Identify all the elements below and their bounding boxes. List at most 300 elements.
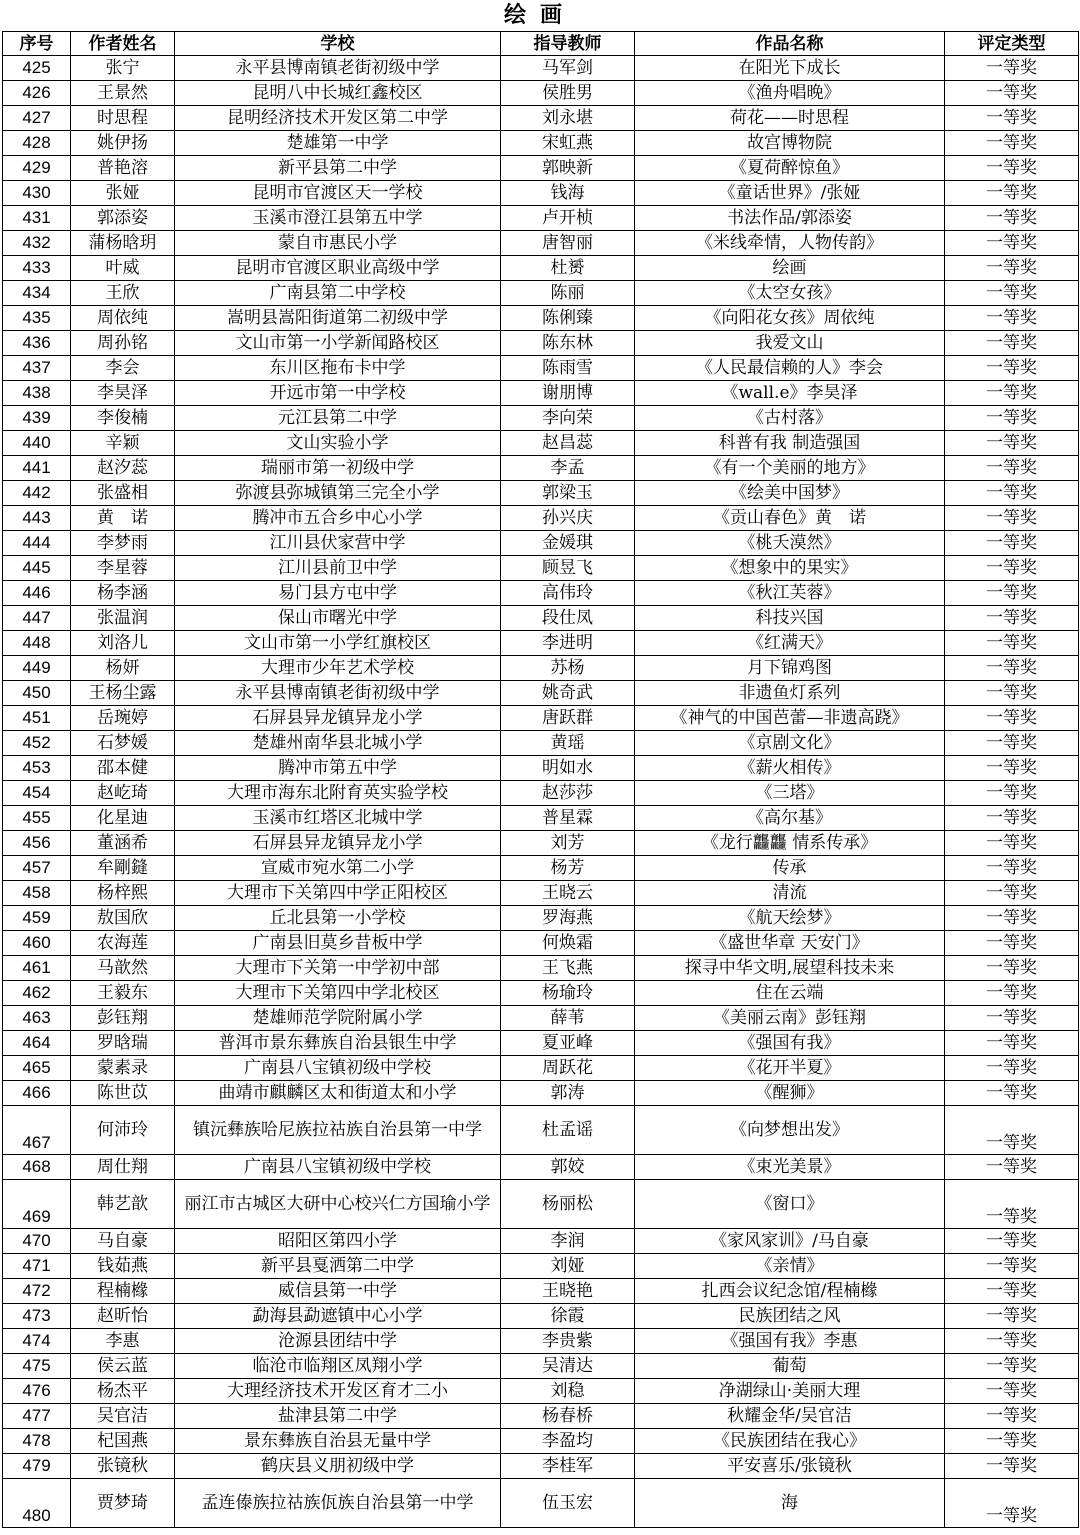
teacher-name: 刘永堪 [501,106,635,131]
table-row [3,806,1079,831]
school-name: 临沧市临翔区凤翔小学 [175,1354,501,1379]
row-number: 462 [3,981,71,1006]
school-name: 大理市下关第一中学初中部 [175,956,501,981]
award-grade: 一等奖 [945,506,1079,531]
row-number: 430 [3,181,71,206]
school-name: 丘北县第一小学校 [175,906,501,931]
author-name: 敖国欣 [71,906,175,931]
table-row [3,681,1079,706]
award-grade: 一等奖 [945,1081,1079,1106]
table-row [3,1006,1079,1031]
award-grade: 一等奖 [945,681,1079,706]
work-title: 绘画 [635,256,945,281]
teacher-name: 徐霞 [501,1304,635,1329]
row-number: 452 [3,731,71,756]
author-name: 罗晗瑞 [71,1031,175,1056]
school-name: 景东彝族自治县无量中学 [175,1429,501,1454]
work-title: 《京剧文化》 [635,731,945,756]
award-grade: 一等奖 [945,1155,1079,1180]
teacher-name: 唐智丽 [501,231,635,256]
school-name: 普洱市景东彝族自治县银生中学 [175,1031,501,1056]
award-grade: 一等奖 [945,856,1079,881]
teacher-name: 金媛琪 [501,531,635,556]
author-name: 程楠橼 [71,1279,175,1304]
row-number: 480 [3,1479,71,1528]
row-number: 432 [3,231,71,256]
award-grade: 一等奖 [945,1180,1079,1229]
teacher-name: 李向荣 [501,406,635,431]
author-name: 杨李涵 [71,581,175,606]
work-title: 在阳光下成长 [635,56,945,81]
award-grade: 一等奖 [945,831,1079,856]
author-name: 杨妍 [71,656,175,681]
teacher-name: 李贵紫 [501,1329,635,1354]
table-row [3,481,1079,506]
table-row [3,331,1079,356]
table-row [3,906,1079,931]
school-name: 文山市第一小学新闻路校区 [175,331,501,356]
work-title: 《强国有我》李惠 [635,1329,945,1354]
school-name: 江川县伏家营中学 [175,531,501,556]
teacher-name: 赵昌蕊 [501,431,635,456]
author-name: 杨梓熙 [71,881,175,906]
school-name: 勐海县勐遮镇中心小学 [175,1304,501,1329]
work-title: 《有一个美丽的地方》 [635,456,945,481]
work-title: 《薪火相传》 [635,756,945,781]
table-row [3,1155,1079,1180]
table-row [3,506,1079,531]
work-title: 《亲情》 [635,1254,945,1279]
teacher-name: 陈俐臻 [501,306,635,331]
school-name: 大理市下关第四中学正阳校区 [175,881,501,906]
teacher-name: 赵莎莎 [501,781,635,806]
author-name: 李会 [71,356,175,381]
author-name: 李星蓉 [71,556,175,581]
school-name: 孟连傣族拉祜族佤族自治县第一中学 [175,1479,501,1528]
row-number: 448 [3,631,71,656]
school-name: 楚雄州南华县北城小学 [175,731,501,756]
author-name: 蒲杨晗玥 [71,231,175,256]
header-school: 学校 [175,32,501,56]
row-number: 433 [3,256,71,281]
school-name: 昆明八中长城红鑫校区 [175,81,501,106]
row-number: 472 [3,1279,71,1304]
work-title: 《民族团结在我心》 [635,1429,945,1454]
author-name: 张宁 [71,56,175,81]
row-number: 455 [3,806,71,831]
teacher-name: 李进明 [501,631,635,656]
school-name: 昭阳区第四小学 [175,1229,501,1254]
award-grade: 一等奖 [945,1279,1079,1304]
award-grade: 一等奖 [945,206,1079,231]
award-grade: 一等奖 [945,756,1079,781]
award-grade: 一等奖 [945,281,1079,306]
teacher-name: 孙兴庆 [501,506,635,531]
table-row [3,1454,1079,1479]
work-title: 《强国有我》 [635,1031,945,1056]
work-title: 《醒狮》 [635,1081,945,1106]
table-row [3,1404,1079,1429]
header-grade: 评定类型 [945,32,1079,56]
table-row [3,256,1079,281]
award-grade: 一等奖 [945,931,1079,956]
work-title: 《向梦想出发》 [635,1106,945,1155]
school-name: 大理经济技术开发区育才二小 [175,1379,501,1404]
teacher-name: 何焕霜 [501,931,635,956]
award-grade: 一等奖 [945,781,1079,806]
work-title: 科技兴国 [635,606,945,631]
school-name: 文山市第一小学红旗校区 [175,631,501,656]
work-title: 荷花——时思程 [635,106,945,131]
row-number: 456 [3,831,71,856]
row-number: 460 [3,931,71,956]
teacher-name: 刘芳 [501,831,635,856]
author-name: 王景然 [71,81,175,106]
teacher-name: 卢开桢 [501,206,635,231]
work-title: 故宫博物院 [635,131,945,156]
work-title: 《红满天》 [635,631,945,656]
award-grade: 一等奖 [945,806,1079,831]
award-grade: 一等奖 [945,906,1079,931]
table-row [3,881,1079,906]
teacher-name: 王晓云 [501,881,635,906]
author-name: 郭添姿 [71,206,175,231]
award-grade: 一等奖 [945,1354,1079,1379]
teacher-name: 杨丽松 [501,1180,635,1229]
teacher-name: 李润 [501,1229,635,1254]
row-number: 439 [3,406,71,431]
row-number: 428 [3,131,71,156]
teacher-name: 苏杨 [501,656,635,681]
work-title: 扎西会议纪念馆/程楠橼 [635,1279,945,1304]
award-grade: 一等奖 [945,306,1079,331]
author-name: 牟剛鏠 [71,856,175,881]
row-number: 447 [3,606,71,631]
work-title: 住在云端 [635,981,945,1006]
work-title: 《家风家训》/马自豪 [635,1229,945,1254]
teacher-name: 明如水 [501,756,635,781]
author-name: 赵昕怡 [71,1304,175,1329]
award-grade: 一等奖 [945,656,1079,681]
work-title: 秋耀金华/吴官洁 [635,1404,945,1429]
teacher-name: 薛苇 [501,1006,635,1031]
row-number: 468 [3,1155,71,1180]
table-row [3,356,1079,381]
school-name: 广南县旧莫乡昔板中学 [175,931,501,956]
table-row [3,1254,1079,1279]
row-number: 438 [3,381,71,406]
school-name: 昆明市官渡区职业高级中学 [175,256,501,281]
award-grade: 一等奖 [945,1404,1079,1429]
school-name: 瑞丽市第一初级中学 [175,456,501,481]
author-name: 周仕翔 [71,1155,175,1180]
row-number: 479 [3,1454,71,1479]
header-no: 序号 [3,32,71,56]
award-grade: 一等奖 [945,256,1079,281]
table-row [3,756,1079,781]
teacher-name: 郭涛 [501,1081,635,1106]
work-title: 《太空女孩》 [635,281,945,306]
row-number: 453 [3,756,71,781]
row-number: 441 [3,456,71,481]
teacher-name: 杜赟 [501,256,635,281]
table-row [3,606,1079,631]
teacher-name: 王飞燕 [501,956,635,981]
author-name: 农海莲 [71,931,175,956]
award-grade: 一等奖 [945,1429,1079,1454]
award-grade: 一等奖 [945,1229,1079,1254]
school-name: 玉溪市红塔区北城中学 [175,806,501,831]
author-name: 赵汐蕊 [71,456,175,481]
table-row [3,456,1079,481]
school-name: 新平县戛洒第二中学 [175,1254,501,1279]
table-row [3,531,1079,556]
school-name: 大理市海东北附育英实验学校 [175,781,501,806]
award-grade: 一等奖 [945,181,1079,206]
teacher-name: 郭梁玉 [501,481,635,506]
row-number: 458 [3,881,71,906]
author-name: 贾梦琦 [71,1479,175,1528]
school-name: 玉溪市澄江县第五中学 [175,206,501,231]
school-name: 弥渡县弥城镇第三完全小学 [175,481,501,506]
work-title: 清流 [635,881,945,906]
row-number: 470 [3,1229,71,1254]
award-grade: 一等奖 [945,556,1079,581]
header-row [3,32,1079,56]
award-grade: 一等奖 [945,81,1079,106]
school-name: 石屏县异龙镇异龙小学 [175,831,501,856]
school-name: 沧源县团结中学 [175,1329,501,1354]
school-name: 元江县第二中学 [175,406,501,431]
row-number: 476 [3,1379,71,1404]
work-title: 《桃夭漠然》 [635,531,945,556]
school-name: 威信县第一中学 [175,1279,501,1304]
award-grade: 一等奖 [945,106,1079,131]
work-title: 《窗口》 [635,1180,945,1229]
row-number: 445 [3,556,71,581]
row-number: 459 [3,906,71,931]
work-title: 《航天绘梦》 [635,906,945,931]
award-grade: 一等奖 [945,1031,1079,1056]
author-name: 侯云蓝 [71,1354,175,1379]
school-name: 永平县博南镇老街初级中学 [175,681,501,706]
row-number: 469 [3,1180,71,1229]
row-number: 475 [3,1354,71,1379]
work-title: 民族团结之风 [635,1304,945,1329]
table-body [3,56,1079,1528]
work-title: 《神气的中国芭蕾—非遗高跷》 [635,706,945,731]
teacher-name: 侯胜男 [501,81,635,106]
school-name: 东川区拖布卡中学 [175,356,501,381]
teacher-name: 唐跃群 [501,706,635,731]
teacher-name: 马军剑 [501,56,635,81]
school-name: 曲靖市麒麟区太和街道太和小学 [175,1081,501,1106]
award-grade: 一等奖 [945,1479,1079,1528]
author-name: 普艳溶 [71,156,175,181]
author-name: 石梦媛 [71,731,175,756]
work-title: 《花开半夏》 [635,1056,945,1081]
work-title: 《童话世界》/张娅 [635,181,945,206]
author-name: 刘洛儿 [71,631,175,656]
teacher-name: 普星霖 [501,806,635,831]
table-row [3,1379,1079,1404]
school-name: 盐津县第二中学 [175,1404,501,1429]
award-grade: 一等奖 [945,406,1079,431]
table-row [3,156,1079,181]
school-name: 广南县第二中学校 [175,281,501,306]
school-name: 昆明经济技术开发区第二中学 [175,106,501,131]
table-row [3,706,1079,731]
author-name: 张盛相 [71,481,175,506]
award-grade: 一等奖 [945,481,1079,506]
award-grade: 一等奖 [945,1329,1079,1354]
row-number: 442 [3,481,71,506]
author-name: 叶威 [71,256,175,281]
table-row [3,1279,1079,1304]
row-number: 463 [3,1006,71,1031]
table-row [3,1056,1079,1081]
work-title: 《渔舟唱晚》 [635,81,945,106]
author-name: 李俊楠 [71,406,175,431]
row-number: 473 [3,1304,71,1329]
teacher-name: 郭映新 [501,156,635,181]
school-name: 蒙自市惠民小学 [175,231,501,256]
table-row [3,181,1079,206]
teacher-name: 郭姣 [501,1155,635,1180]
teacher-name: 刘稳 [501,1379,635,1404]
teacher-name: 夏亚峰 [501,1031,635,1056]
teacher-name: 刘娅 [501,1254,635,1279]
award-grade: 一等奖 [945,1056,1079,1081]
teacher-name: 伍玉宏 [501,1479,635,1528]
awards-table [2,31,1079,1528]
table-row [3,956,1079,981]
row-number: 450 [3,681,71,706]
school-name: 石屏县异龙镇异龙小学 [175,706,501,731]
author-name: 化星迪 [71,806,175,831]
work-title: 月下锦鸡图 [635,656,945,681]
award-grade: 一等奖 [945,1254,1079,1279]
author-name: 岳琬婷 [71,706,175,731]
author-name: 黄 诺 [71,506,175,531]
teacher-name: 杨瑜玲 [501,981,635,1006]
award-grade: 一等奖 [945,706,1079,731]
work-title: 净湖绿山·美丽大理 [635,1379,945,1404]
table-row [3,1081,1079,1106]
school-name: 昆明市官渡区天一学校 [175,181,501,206]
table-row [3,306,1079,331]
work-title: 《人民最信赖的人》李会 [635,356,945,381]
row-number: 464 [3,1031,71,1056]
row-number: 461 [3,956,71,981]
author-name: 李惠 [71,1329,175,1354]
work-title: 科普有我 制造强国 [635,431,945,456]
work-title: 《盛世华章 天安门》 [635,931,945,956]
row-number: 454 [3,781,71,806]
school-name: 广南县八宝镇初级中学校 [175,1056,501,1081]
row-number: 426 [3,81,71,106]
table-row [3,556,1079,581]
award-grade: 一等奖 [945,156,1079,181]
header-name: 作者姓名 [71,32,175,56]
table-row [3,381,1079,406]
row-number: 427 [3,106,71,131]
author-name: 马歆然 [71,956,175,981]
work-title: 非遗鱼灯系列 [635,681,945,706]
work-title: 探寻中华文明,展望科技未来 [635,956,945,981]
teacher-name: 陈丽 [501,281,635,306]
work-title: 《束光美景》 [635,1155,945,1180]
row-number: 446 [3,581,71,606]
school-name: 江川县前卫中学 [175,556,501,581]
work-title: 《向阳花女孩》周依纯 [635,306,945,331]
table-row [3,231,1079,256]
table-row [3,931,1079,956]
school-name: 大理市少年艺术学校 [175,656,501,681]
work-title: 《高尔基》 [635,806,945,831]
school-name: 新平县第二中学 [175,156,501,181]
author-name: 张温润 [71,606,175,631]
teacher-name: 姚奇武 [501,681,635,706]
author-name: 马自豪 [71,1229,175,1254]
award-grade: 一等奖 [945,1454,1079,1479]
award-grade: 一等奖 [945,881,1079,906]
work-title: 《贡山春色》黄 诺 [635,506,945,531]
row-number: 457 [3,856,71,881]
work-title: 《三塔》 [635,781,945,806]
table-row [3,1106,1079,1155]
school-name: 镇沅彝族哈尼族拉祜族自治县第一中学 [175,1106,501,1155]
award-grade: 一等奖 [945,356,1079,381]
award-grade: 一等奖 [945,1379,1079,1404]
work-title: 海 [635,1479,945,1528]
work-title: 《古村落》 [635,406,945,431]
author-name: 何沛玲 [71,1106,175,1155]
author-name: 韩艺歆 [71,1180,175,1229]
award-grade: 一等奖 [945,1106,1079,1155]
table-row [3,1429,1079,1454]
author-name: 杞国燕 [71,1429,175,1454]
row-number: 444 [3,531,71,556]
row-number: 443 [3,506,71,531]
table-row [3,56,1079,81]
table-row [3,131,1079,156]
work-title: 《夏荷醉惊鱼》 [635,156,945,181]
teacher-name: 杜孟谣 [501,1106,635,1155]
award-grade: 一等奖 [945,981,1079,1006]
row-number: 477 [3,1404,71,1429]
teacher-name: 高伟玲 [501,581,635,606]
work-title: 传承 [635,856,945,881]
award-grade: 一等奖 [945,431,1079,456]
author-name: 蒙素录 [71,1056,175,1081]
award-grade: 一等奖 [945,231,1079,256]
school-name: 宣威市宛水第二小学 [175,856,501,881]
table-row [3,106,1079,131]
teacher-name: 杨芳 [501,856,635,881]
table-row [3,656,1079,681]
author-name: 辛颖 [71,431,175,456]
teacher-name: 李孟 [501,456,635,481]
author-name: 杨杰平 [71,1379,175,1404]
award-grade: 一等奖 [945,631,1079,656]
school-name: 腾冲市五合乡中心小学 [175,506,501,531]
author-name: 张镜秋 [71,1454,175,1479]
row-number: 465 [3,1056,71,1081]
author-name: 邵本健 [71,756,175,781]
table-row [3,431,1079,456]
header-work: 作品名称 [635,32,945,56]
